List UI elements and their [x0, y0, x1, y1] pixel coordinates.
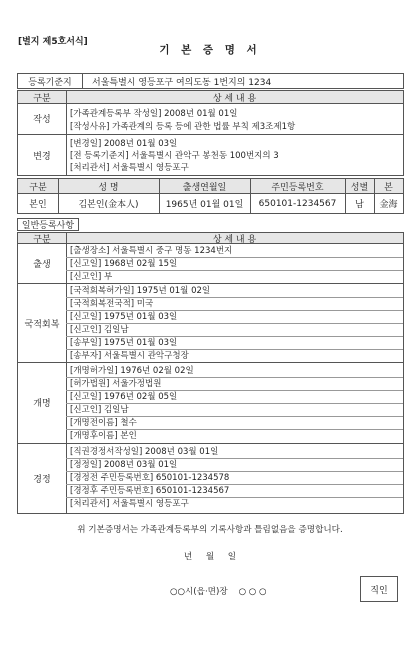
- row-type-변경: 변경: [33, 151, 51, 162]
- top-table-col2-header: 상 세 내 용: [212, 93, 257, 104]
- person-header-birth: 출생연월일: [182, 182, 227, 193]
- row-type-경정: 경정: [33, 475, 51, 485]
- detail-line: [신고인] 김일남: [70, 405, 129, 415]
- detail-line: [국적회복허가일] 1975년 01월 02일: [70, 286, 211, 296]
- detail-line: [작성사유] 가족관계의 등록 등에 관한 법률 부칙 제3조제1항: [70, 122, 296, 132]
- person-header-type: 구분: [29, 182, 47, 193]
- person-table: [17, 178, 404, 214]
- person-header-name: 성 명: [98, 182, 119, 193]
- person-origin: 金海: [379, 200, 398, 210]
- row-type-국적회복: 국적회복: [24, 319, 60, 330]
- detail-line: [신고일] 1976년 02월 05일: [70, 392, 178, 402]
- person-header-gender: 성별: [350, 182, 369, 193]
- detail-line: [신고인] 김일남: [70, 325, 129, 335]
- general-records-label-text: 일반등록사항: [21, 221, 75, 231]
- general-records-table: [17, 232, 404, 514]
- registry-row: [17, 73, 404, 89]
- detail-line: [개명허가일] 1976년 02월 02일: [70, 366, 194, 376]
- person-header-id: 주민등록번호: [271, 182, 324, 193]
- document-title: 기 본 증 명 서: [159, 44, 261, 56]
- row-type-작성: 작성: [33, 115, 51, 125]
- official-seal-label: 직인: [370, 585, 388, 596]
- detail-line: [송부일] 1975년 01월 03일: [70, 338, 178, 348]
- person-name: 김본인(金本人): [78, 200, 139, 210]
- detail-line: [신고인] 부: [70, 272, 113, 282]
- person-type: 본인: [29, 200, 47, 210]
- form-number: [별지 제5호서식]: [18, 37, 88, 47]
- person-header-origin: 본: [384, 182, 393, 193]
- detail-line: [처리관서] 서울특별시 영등포구: [70, 163, 189, 173]
- registry-value: 서울특별시 영등포구 여의도동 1번지의 1234: [92, 77, 272, 88]
- general-records-label: [17, 218, 79, 231]
- detail-line: [송부자] 서울특별시 관악구청장: [70, 351, 189, 361]
- detail-line: [가족관계등록부 작성일] 2008년 01월 01일: [70, 109, 238, 119]
- detail-line: [처리관서] 서울특별시 영등포구: [70, 499, 189, 509]
- detail-line: [신고일] 1975년 01월 03일: [70, 312, 178, 322]
- general-col2-header: 상 세 내 용: [212, 234, 257, 245]
- person-birth: 1965년 01월 01일: [165, 200, 244, 210]
- detail-line: [경정후 주민등록번호] 650101-1234567: [70, 486, 230, 496]
- issuer-line: ○○시(읍·면)장 ○ ○ ○: [170, 587, 267, 597]
- official-seal-box: [360, 576, 398, 602]
- top-table-col1-header: 구분: [33, 93, 51, 104]
- top-detail-table: [17, 90, 404, 176]
- person-gender: 남: [355, 200, 364, 210]
- row-type-출생: 출생: [33, 260, 51, 270]
- general-col1-header: 구분: [33, 234, 51, 245]
- detail-line: [허가법원] 서울가정법원: [70, 379, 162, 389]
- detail-line: [개명전이름] 철수: [70, 418, 137, 428]
- detail-line: [직권경정서작성일] 2008년 03월 01일: [70, 447, 219, 457]
- issue-date: 년 월 일: [183, 552, 237, 562]
- detail-line: [전 등록기준지] 서울특별시 관악구 봉천동 100번지의 3: [70, 151, 279, 161]
- detail-line: [신고일] 1968년 02월 15일: [70, 259, 178, 269]
- detail-line: [변경일] 2008년 01월 03일: [70, 139, 178, 149]
- detail-line: [경정전 주민등록번호] 650101-1234578: [70, 473, 230, 483]
- detail-line: [출생장소] 서울특별시 중구 명동 1234번지: [70, 246, 233, 256]
- detail-line: [정정일] 2008년 03월 01일: [70, 460, 178, 470]
- row-type-개명: 개명: [33, 399, 51, 409]
- detail-line: [개명후이름] 본인: [70, 431, 137, 441]
- person-id-number: 650101-1234567: [258, 198, 337, 209]
- detail-line: [국적회복전국적] 미국: [70, 299, 154, 309]
- certification-statement: 위 기본증명서는 가족관계등록부의 기록사항과 틀림없음을 증명합니다.: [77, 525, 343, 535]
- registry-label: 등록기준지: [28, 77, 72, 88]
